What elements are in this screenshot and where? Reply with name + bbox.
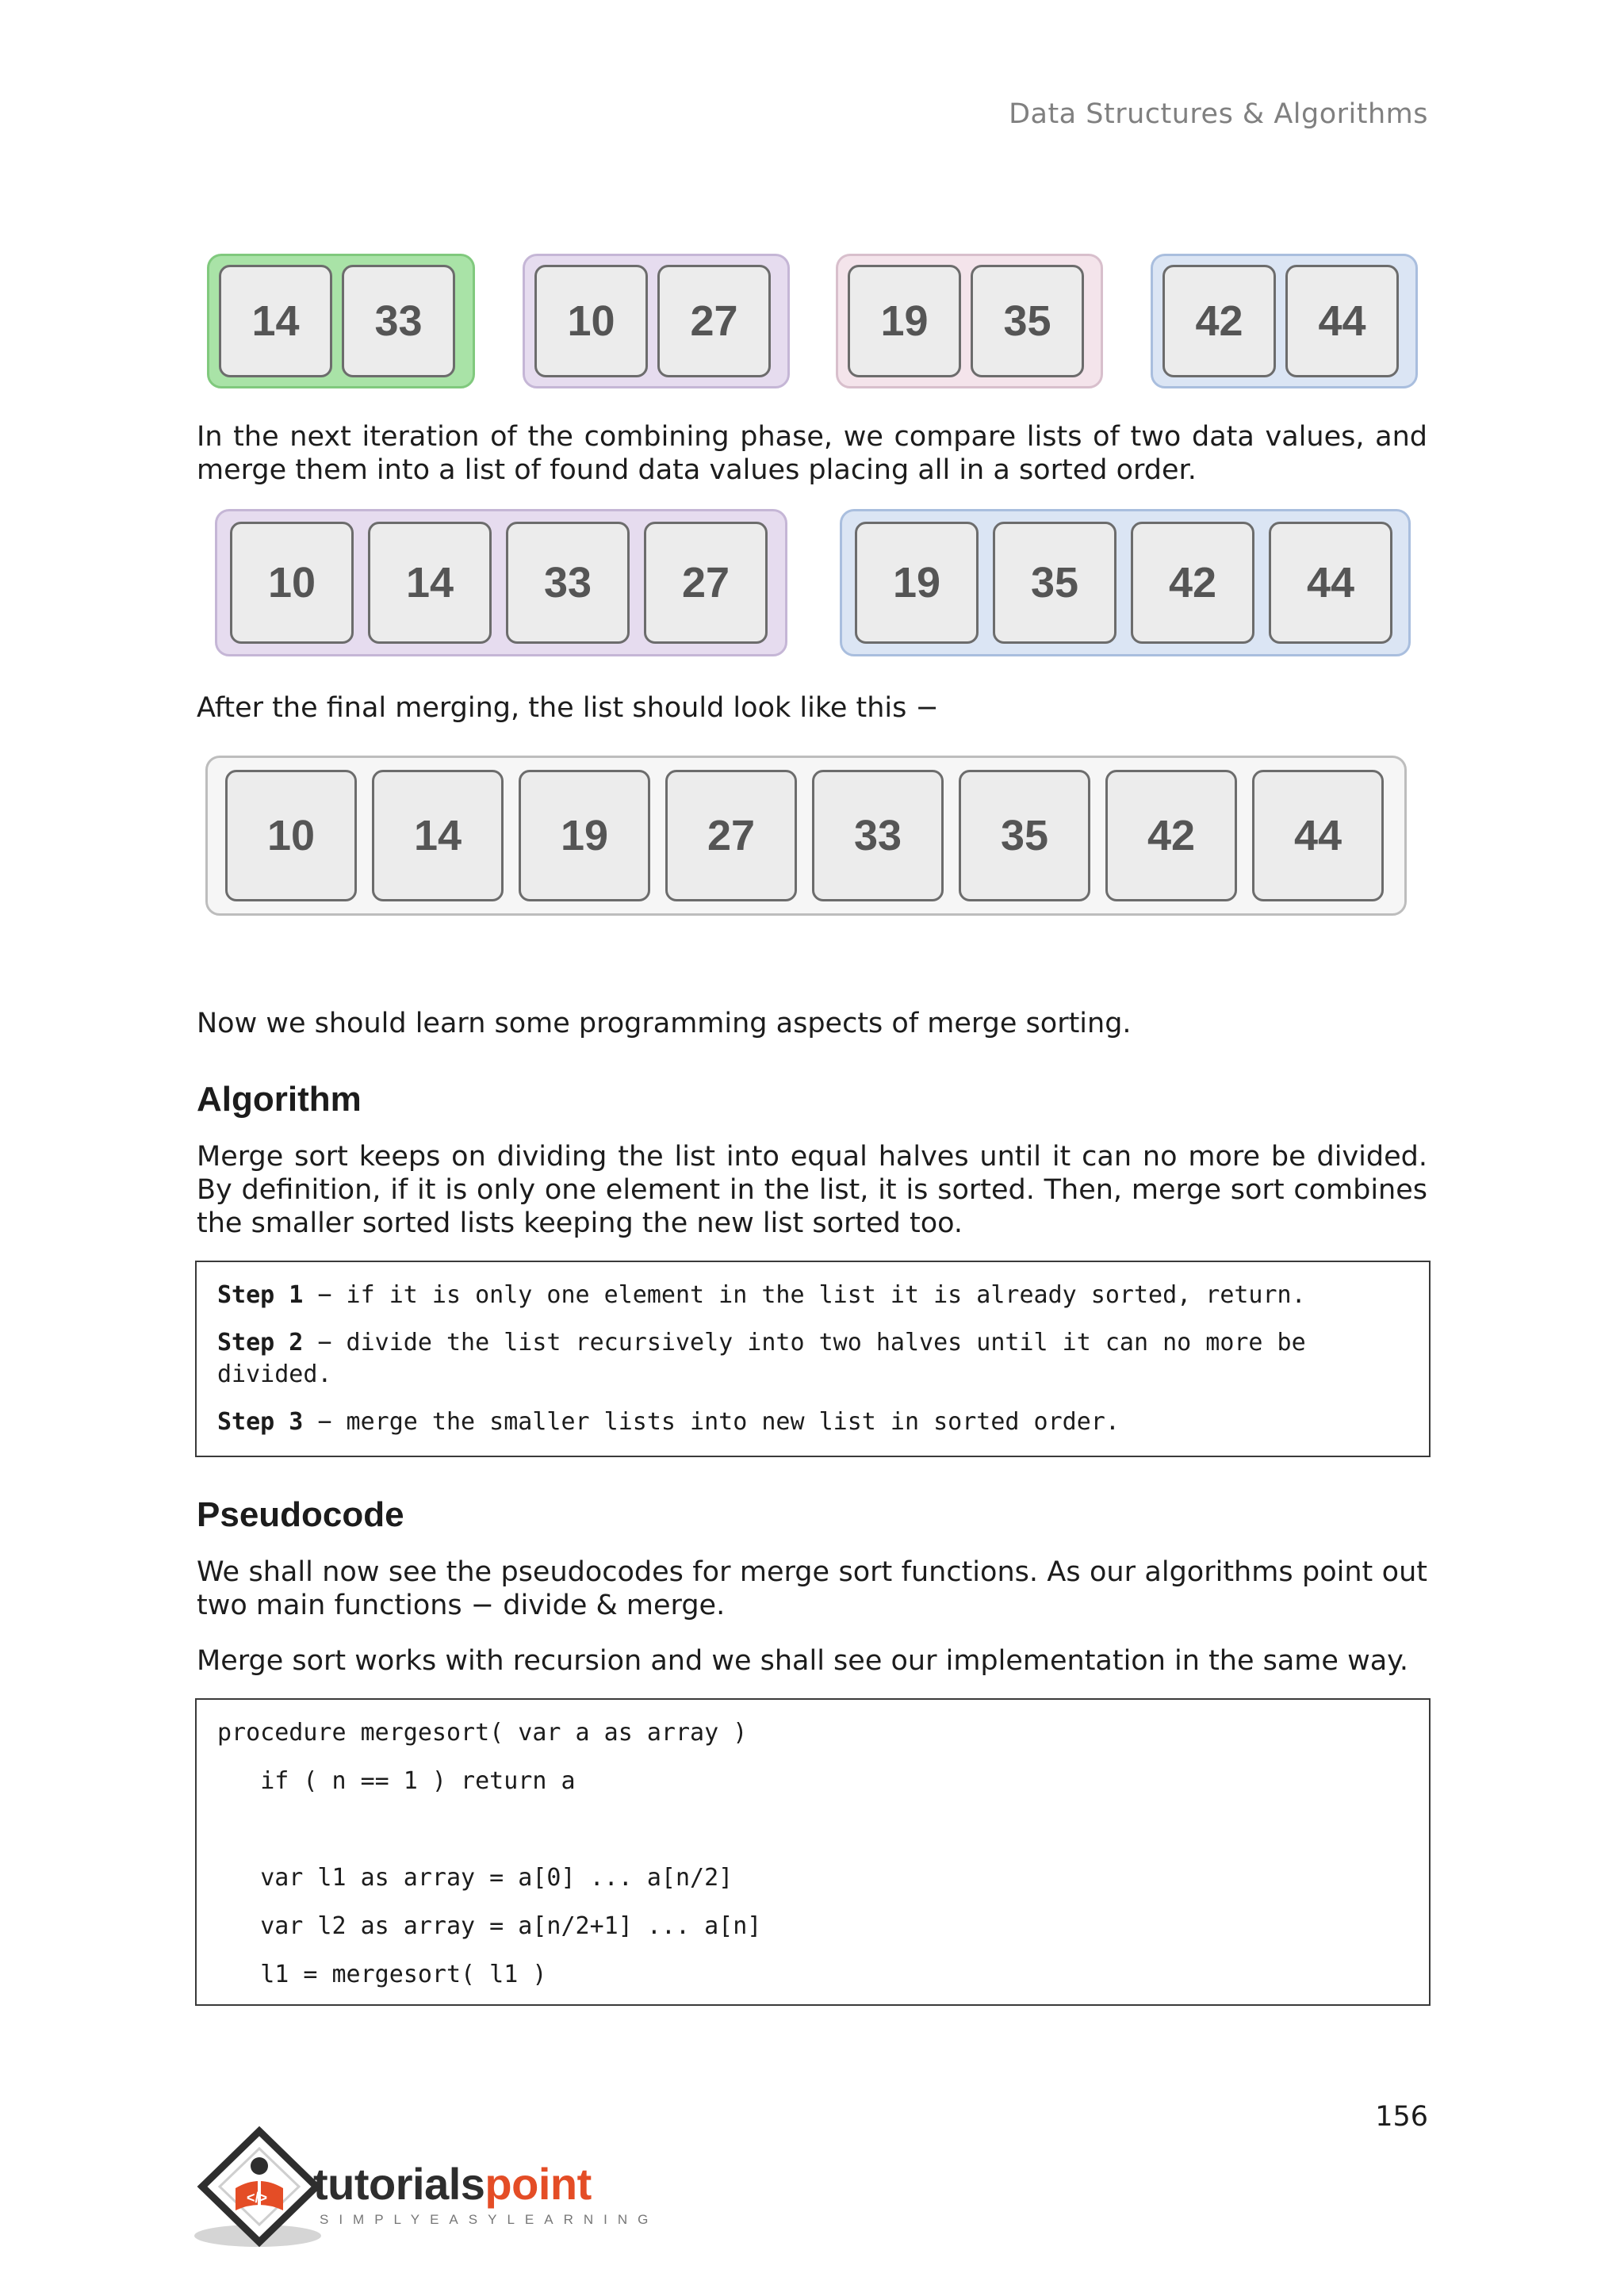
list-cell: 10 xyxy=(534,265,648,377)
list-cell: 14 xyxy=(368,522,492,644)
list-cell: 35 xyxy=(971,265,1084,377)
paragraph: Merge sort keeps on dividing the list into equal halves until it can no more be divided. By definition, if it is only one element in the list, it is sorted. Then, merge sort combines the smaller sorted lists keeping the new list sorted too. xyxy=(197,1141,1427,1239)
step-label: Step 2 xyxy=(217,1329,304,1357)
list-cell: 19 xyxy=(855,522,979,644)
code-line xyxy=(217,1814,1408,1862)
list-cell: 44 xyxy=(1252,770,1384,901)
list-cell: 14 xyxy=(372,770,504,901)
paragraph: In the next iteration of the combining phase, we compare lists of two data values, and merge them into a list of found data values placing all in a sorted order. xyxy=(197,421,1427,486)
code-line: procedure mergesort( var a as array ) xyxy=(217,1719,748,1747)
list-group xyxy=(836,254,1103,388)
list-cell: 42 xyxy=(1105,770,1237,901)
list-cell: 10 xyxy=(230,522,354,644)
list-cell: 35 xyxy=(993,522,1116,644)
section-heading: Algorithm xyxy=(197,1080,362,1119)
step-line xyxy=(217,1280,1408,1311)
step-label: Step 3 xyxy=(217,1408,304,1436)
list-group xyxy=(840,509,1411,656)
list-cell: 33 xyxy=(506,522,630,644)
step-text: − merge the smaller lists into new list in sorted order. xyxy=(303,1408,1120,1436)
algorithm-steps-box xyxy=(195,1261,1431,1457)
step-line xyxy=(217,1406,1408,1438)
logo-word-a: tutorials xyxy=(313,2159,485,2209)
list-cell: 19 xyxy=(519,770,650,901)
step-label: Step 1 xyxy=(217,1281,304,1309)
list-cell: 44 xyxy=(1285,265,1399,377)
code-line: var l1 as array = a[0] ... a[n/2] xyxy=(217,1864,733,1892)
list-cell: 35 xyxy=(959,770,1090,901)
list-cell: 42 xyxy=(1131,522,1254,644)
list-cell: 33 xyxy=(812,770,944,901)
list-cell: 33 xyxy=(342,265,455,377)
paragraph: After the final merging, the list should look like this − xyxy=(197,692,939,724)
list-cell: 42 xyxy=(1162,265,1276,377)
list-cell: 10 xyxy=(225,770,357,901)
svg-text:</>: </> xyxy=(247,2190,268,2206)
list-cell: 27 xyxy=(665,770,797,901)
step-text: − divide the list recursively into two halves until it can no more be divided. xyxy=(217,1329,1320,1388)
list-group xyxy=(205,756,1407,916)
list-cell: 27 xyxy=(657,265,771,377)
logo-mark-icon xyxy=(194,2125,329,2252)
list-cell: 27 xyxy=(644,522,768,644)
logo-word-b: point xyxy=(485,2159,592,2209)
list-group xyxy=(207,254,475,388)
list-cell: 14 xyxy=(219,265,332,377)
list-group xyxy=(523,254,790,388)
step-text: − if it is only one element in the list it is already sorted, return. xyxy=(303,1281,1306,1309)
paragraph: We shall now see the pseudocodes for merge sort functions. As our algorithms point out two main functions − divide & merge. xyxy=(197,1556,1427,1621)
logo-wordmark xyxy=(313,2158,592,2210)
list-cell: 19 xyxy=(848,265,961,377)
step-line xyxy=(217,1327,1408,1391)
paragraph: Merge sort works with recursion and we shall see our implementation in the same way. xyxy=(197,1645,1408,1677)
code-line: if ( n == 1 ) return a xyxy=(217,1767,576,1795)
publisher-logo xyxy=(194,2125,659,2252)
page-number: 156 xyxy=(1375,2101,1428,2133)
list-group xyxy=(1151,254,1418,388)
running-header: Data Structures & Algorithms xyxy=(1009,98,1428,130)
logo-tagline: SIMPLYEASYLEARNING xyxy=(320,2212,659,2227)
list-cell: 44 xyxy=(1269,522,1392,644)
list-group xyxy=(215,509,787,656)
paragraph: Now we should learn some programming aspects of merge sorting. xyxy=(197,1008,1132,1039)
section-heading: Pseudocode xyxy=(197,1495,404,1534)
code-line: l1 = mergesort( l1 ) xyxy=(217,1961,547,1988)
pseudocode-box xyxy=(195,1698,1431,2006)
code-line: var l2 as array = a[n/2+1] ... a[n] xyxy=(217,1912,762,1940)
